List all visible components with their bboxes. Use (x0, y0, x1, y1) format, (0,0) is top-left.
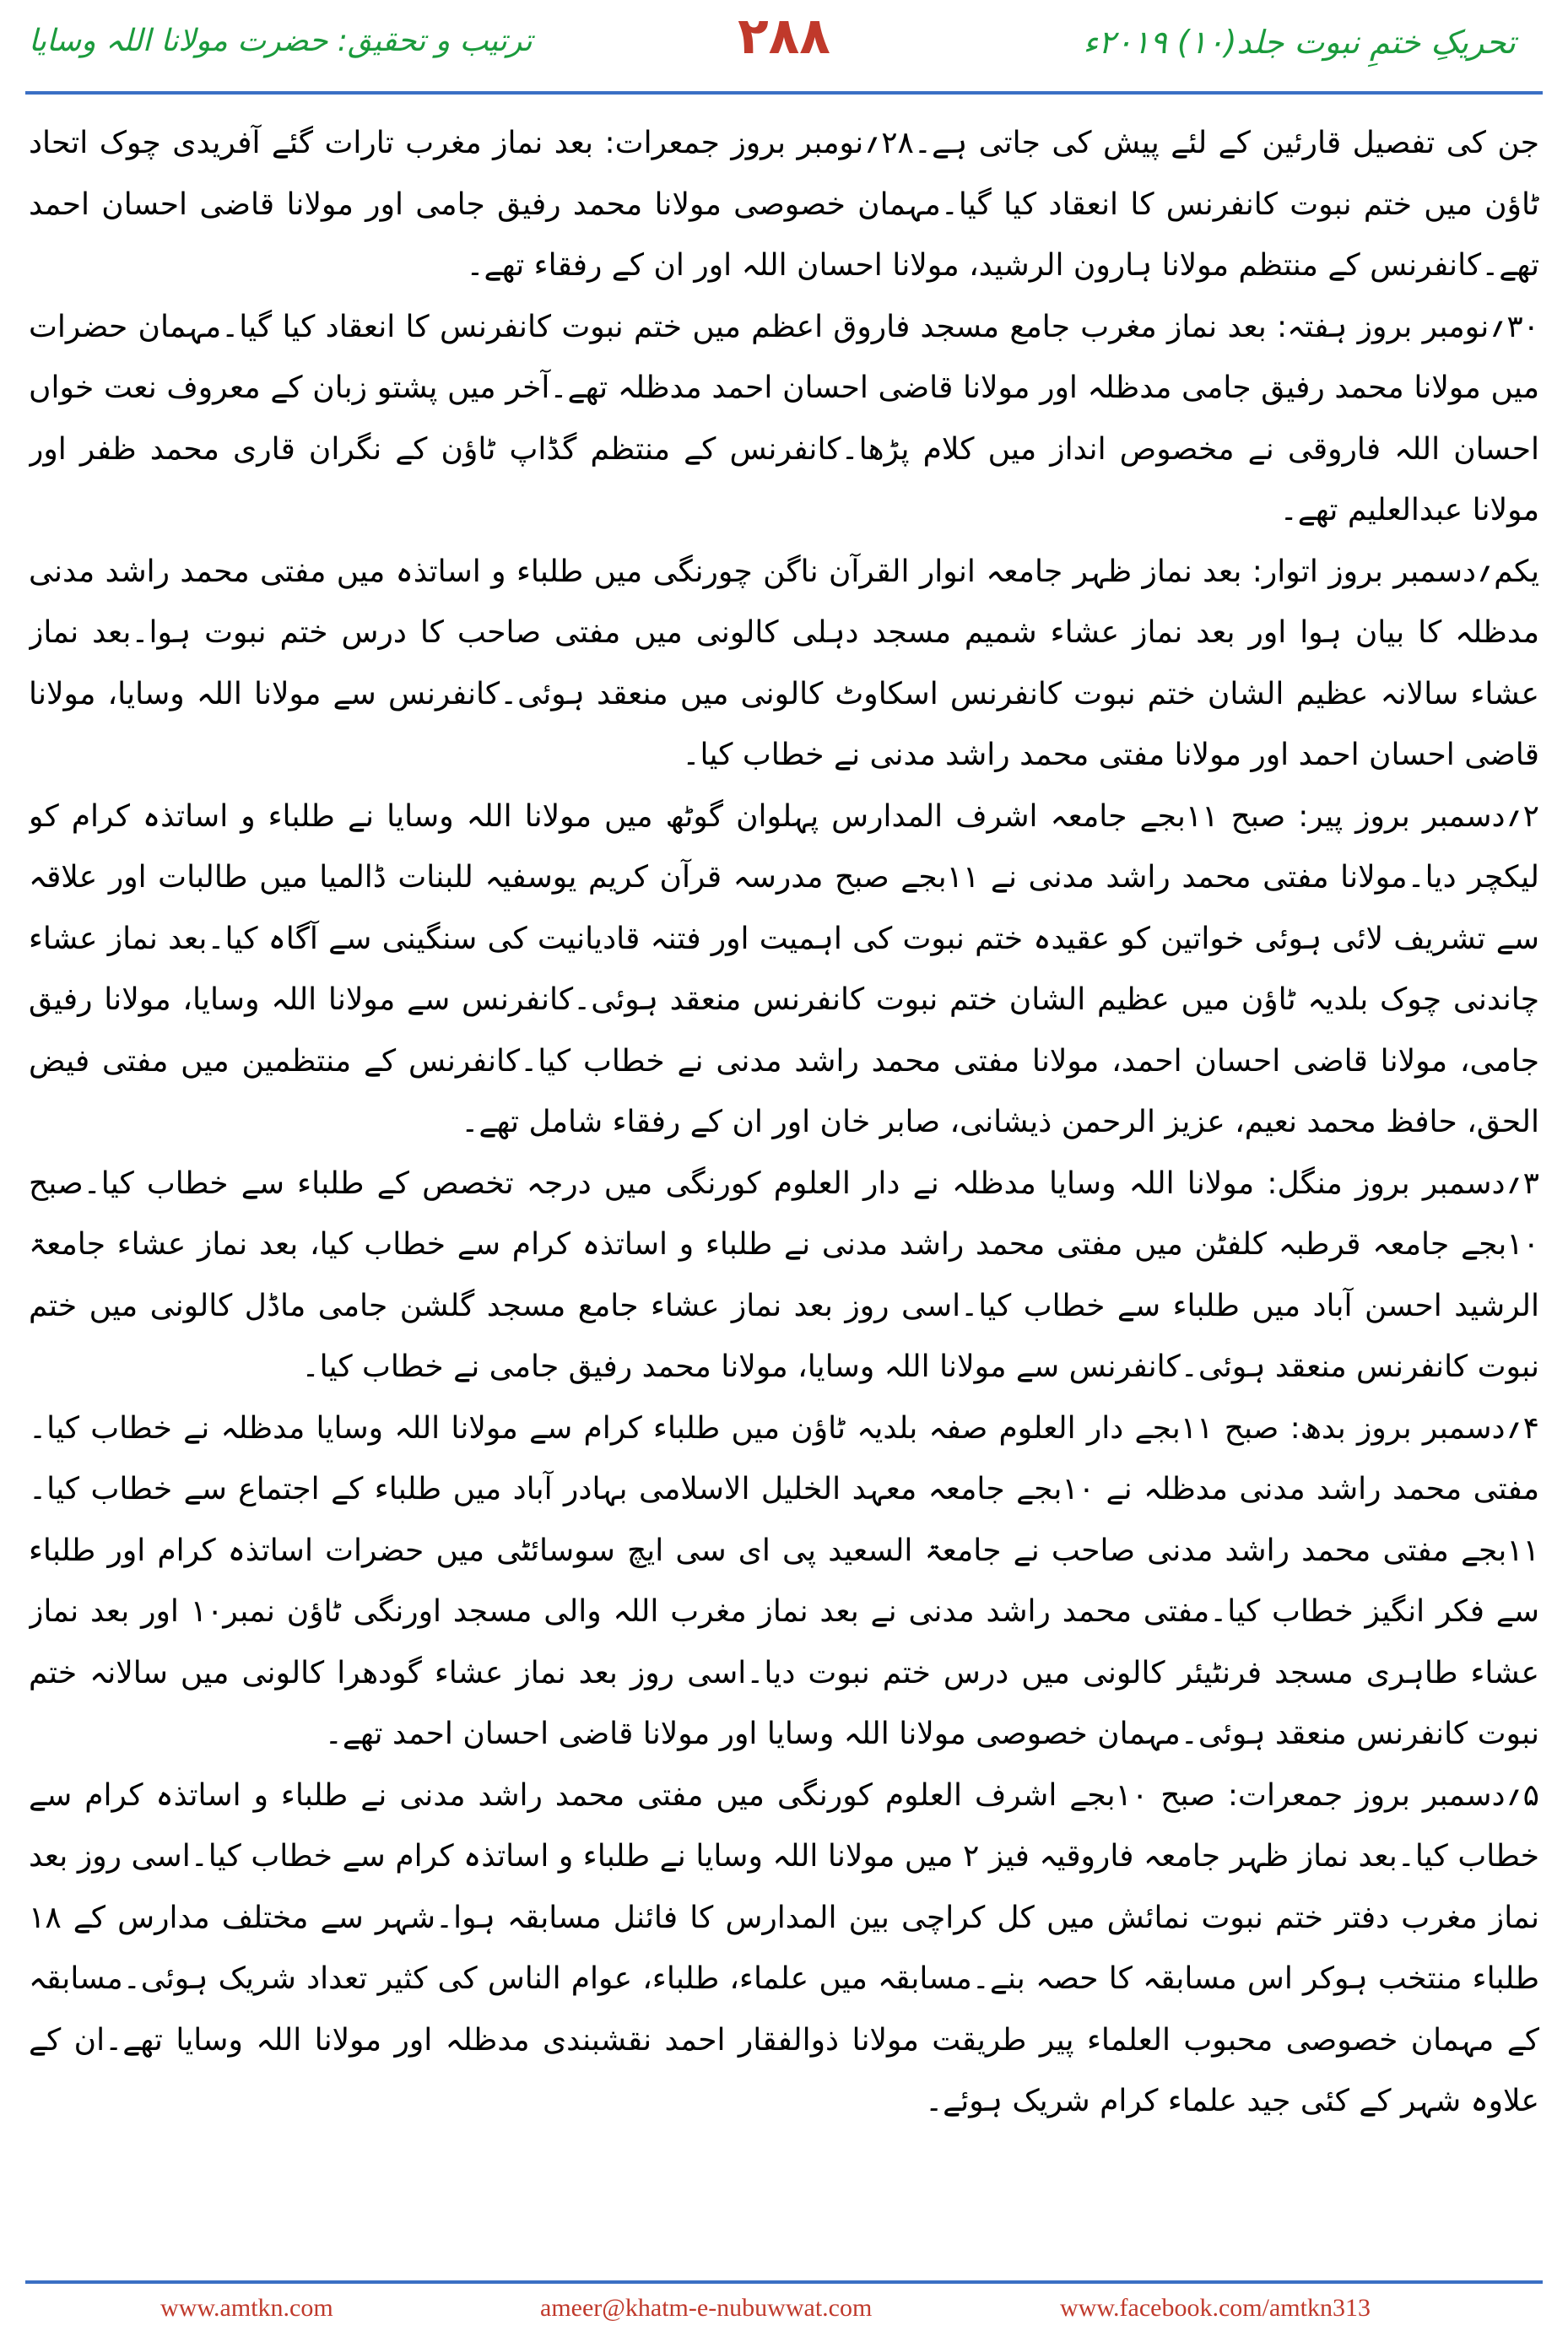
page-footer (0, 2289, 1568, 2334)
paragraph: ۲؍دسمبر بروز پیر: صبح ۱۱بجے جامعہ اشرف المدارس پہلوان گوٹھ میں مولانا اللہ وسایا نے طلباء و اساتذہ کرام کو لیکچر دیا۔مولانا مفتی محمد راشد مدنی نے ۱۱بجے صبح مدرسہ قرآن کریم یوسفیہ للبنات ڈالمیا میں طالبات اور علاقہ سے تشریف لائی ہوئی خواتین کو عقیدہ ختم نبوت کی اہمیت اور فتنہ قادیانیت کی سنگینی سے آگاہ کیا۔بعد نماز عشاء چاندنی چوک بلدیہ ٹاؤن میں عظیم الشان ختم نبوت کانفرنس منعقد ہوئی۔کانفرنس سے مولانا اللہ وسایا، مولانا رفیق جامی، مولانا قاضی احسان احمد، مولانا مفتی محمد راشد مدنی نے خطاب کیا۔کانفرنس کے منتظمین میں مفتی فیض الحق، حافظ محمد نعیم، عزیز الرحمن ذیشانی، صابر خان اور ان کے رفقاء شامل تھے۔ (29, 798, 1539, 1139)
website-link[interactable]: www.amtkn.com (160, 2294, 333, 2322)
paragraph: ۳؍دسمبر بروز منگل: مولانا اللہ وسایا مدظلہ نے دار العلوم کورنگی میں درجہ تخصص کے طلباء سے خطاب کیا۔صبح ۱۰بجے جامعہ قرطبہ کلفٹن میں مفتی محمد راشد مدنی نے طلباء و اساتذہ کرام سے خطاب کیا، بعد نماز عشاء جامعۃ الرشید احسن آباد میں طلباء سے خطاب کیا۔اسی روز بعد نماز عشاء جامع مسجد گلشن جامی ماڈل کالونی میں ختم نبوت کانفرنس منعقد ہوئی۔کانفرنس سے مولانا اللہ وسایا، مولانا محمد رفیق جامی نے خطاب کیا۔ (29, 1166, 1539, 1384)
compiler-credit: ترتیب و تحقیق: حضرت مولانا اللہ وسایا (29, 24, 533, 58)
article-body (29, 113, 1539, 2269)
book-title: تحریکِ ختمِ نبوت جلد(۱۰) ۲۰۱۹ء (1083, 24, 1516, 61)
paragraph: ۴؍دسمبر بروز بدھ: صبح ۱۱بجے دار العلوم صفہ بلدیہ ٹاؤن میں طلباء کرام سے مولانا اللہ وسایا مدظلہ نے خطاب کیا۔مفتی محمد راشد مدنی مدظلہ نے ۱۰بجے جامعہ معہد الخلیل الاسلامی بہادر آباد میں طلباء کے اجتماع سے خطاب کیا۔۱۱بجے مفتی محمد راشد مدنی صاحب نے جامعۃ السعید پی ای سی ایچ سوسائٹی میں حضرات اساتذہ کرام اور طلباء سے فکر انگیز خطاب کیا۔مفتی محمد راشد مدنی نے بعد نماز مغرب اللہ والی مسجد اورنگی ٹاؤن نمبر۱۰ اور بعد نماز عشاء طاہری مسجد فرنٹیئر کالونی میں درس ختم نبوت دیا۔اسی روز بعد نماز عشاء گودھرا کالونی میں سالانہ ختم نبوت کانفرنس منعقد ہوئی۔مہمان خصوصی مولانا اللہ وسایا اور مولانا قاضی احسان احمد تھے۔ (29, 1410, 1539, 1751)
header-divider (25, 91, 1543, 95)
facebook-link[interactable]: www.facebook.com/amtkn313 (1060, 2294, 1371, 2322)
page-number: ۲۸۸ (738, 7, 830, 66)
paragraph: یکم؍دسمبر بروز اتوار: بعد نماز ظہر جامعہ انوار القرآن ناگن چورنگی میں طلباء و اساتذہ میں مفتی محمد راشد مدنی مدظلہ کا بیان ہوا اور بعد نماز عشاء شمیم مسجد دہلی کالونی میں مفتی صاحب کا درس ختم نبوت ہوا۔بعد نماز عشاء سالانہ عظیم الشان ختم نبوت کانفرنس اسکاوٹ کالونی میں منعقد ہوئی۔کانفرنس سے مولانا اللہ وسایا، مولانا قاضی احسان احمد اور مولانا مفتی محمد راشد مدنی نے خطاب کیا۔ (29, 554, 1539, 772)
email-link[interactable]: ameer@khatm-e-nubuwwat.com (540, 2294, 873, 2322)
paragraph: ۵؍دسمبر بروز جمعرات: صبح ۱۰بجے اشرف العلوم کورنگی میں مفتی محمد راشد مدنی نے طلباء و اساتذہ کرام سے خطاب کیا۔بعد نماز ظہر جامعہ فاروقیہ فیز ۲ میں مولانا اللہ وسایا نے طلباء و اساتذہ کرام سے خطاب کیا۔اسی روز بعد نماز مغرب دفتر ختم نبوت نمائش میں کل کراچی بین المدارس کا فائنل مسابقہ ہوا۔شہر سے مختلف مدارس کے ۱۸ طلباء منتخب ہوکر اس مسابقہ کا حصہ بنے۔مسابقہ میں علماء، طلباء، عوام الناس کی کثیر تعداد شریک ہوئی۔مسابقہ کے مہمان خصوصی محبوب العلماء پیر طریقت مولانا ذوالفقار احمد نقشبندی مدظلہ اور مولانا اللہ وسایا تھے۔ان کے علاوہ شہر کے کئی جید علماء کرام شریک ہوئے۔ (29, 1777, 1539, 2118)
footer-divider (25, 2280, 1543, 2284)
page-header (0, 0, 1568, 81)
paragraph: ۳۰؍نومبر بروز ہفتہ: بعد نماز مغرب جامع مسجد فاروق اعظم میں ختم نبوت کانفرنس کا انعقاد کیا گیا۔مہمان حضرات میں مولانا محمد رفیق جامی مدظلہ اور مولانا قاضی احسان احمد مدظلہ تھے۔آخر میں پشتو زبان کے معروف نعت خواں احسان اللہ فاروقی نے مخصوص انداز میں کلام پڑھا۔کانفرنس کے منتظم گڈاپ ٹاؤن کے نگران قاری محمد ظفر اور مولانا عبدالعلیم تھے۔ (29, 309, 1539, 527)
paragraph: جن کی تفصیل قارئین کے لئے پیش کی جاتی ہے۔۲۸؍نومبر بروز جمعرات: بعد نماز مغرب تارات گئے آفریدی چوک اتحاد ٹاؤن میں ختم نبوت کانفرنس کا انعقاد کیا گیا۔مہمان خصوصی مولانا محمد رفیق جامی اور مولانا قاضی احسان احمد تھے۔کانفرنس کے منتظم مولانا ہارون الرشید، مولانا احسان اللہ اور ان کے رفقاء تھے۔ (29, 126, 1539, 283)
